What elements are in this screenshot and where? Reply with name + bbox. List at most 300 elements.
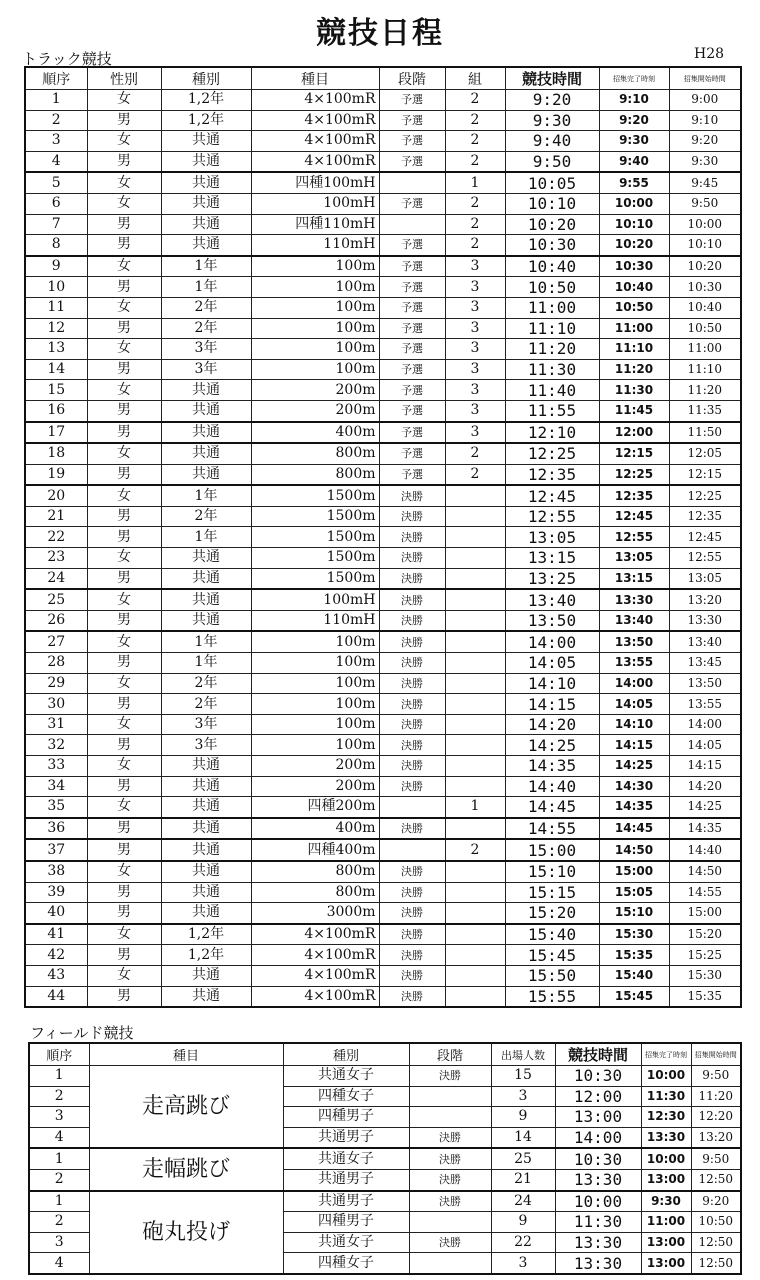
row-gender: 女 (87, 965, 161, 986)
row-category: 共通 (161, 965, 251, 986)
row-call-start: 15:30 (669, 965, 741, 986)
row-call-end: 12:45 (599, 506, 669, 527)
row-gender: 女 (87, 485, 161, 506)
row-gender: 女 (87, 797, 161, 818)
row-call-end: 15:05 (599, 882, 669, 903)
row-order: 12 (25, 318, 87, 339)
row-stage: 決勝 (379, 568, 445, 589)
row-stage: 予選 (379, 443, 445, 464)
row-gender: 男 (87, 235, 161, 256)
row-call-end: 13:50 (599, 631, 669, 652)
row-order: 5 (25, 172, 87, 193)
row-entrants: 14 (491, 1127, 555, 1148)
table-row (29, 1148, 741, 1169)
row-stage: 予選 (379, 339, 445, 360)
row-heats: 3 (445, 256, 505, 277)
row-stage: 予選 (379, 277, 445, 298)
row-stage: 予選 (379, 193, 445, 214)
row-stage (379, 214, 445, 235)
row-heats: 3 (445, 277, 505, 298)
table-row (25, 548, 741, 569)
row-stage: 決勝 (379, 506, 445, 527)
row-order: 24 (25, 568, 87, 589)
row-call-end: 15:00 (599, 861, 669, 882)
row-category: 3年 (161, 735, 251, 756)
row-stage: 予選 (379, 90, 445, 111)
row-category: 共通 (161, 797, 251, 818)
row-call-start: 9:50 (691, 1066, 741, 1087)
row-gender: 男 (87, 945, 161, 966)
row-call-end: 10:00 (641, 1066, 691, 1087)
row-event-time: 15:20 (505, 903, 599, 924)
row-call-end: 15:35 (599, 945, 669, 966)
row-stage: 決勝 (379, 714, 445, 735)
row-order: 29 (25, 673, 87, 694)
row-heats (445, 986, 505, 1007)
row-event-time: 10:20 (505, 214, 599, 235)
row-stage: 決勝 (379, 945, 445, 966)
table-row (25, 297, 741, 318)
row-event-time: 15:10 (505, 861, 599, 882)
row-heats (445, 714, 505, 735)
row-event-time: 14:10 (505, 673, 599, 694)
row-call-end: 13:00 (641, 1253, 691, 1274)
table-row (29, 1191, 741, 1212)
row-order: 2 (29, 1086, 89, 1107)
row-order: 3 (25, 131, 87, 152)
row-call-end: 11:00 (641, 1212, 691, 1233)
row-event-time: 14:25 (505, 735, 599, 756)
row-call-start: 15:20 (669, 924, 741, 945)
row-category: 共通男子 (283, 1191, 409, 1212)
row-event-time: 13:30 (555, 1232, 641, 1253)
row-category: 四種女子 (283, 1253, 409, 1274)
row-call-end: 9:10 (599, 90, 669, 111)
row-order: 37 (25, 839, 87, 861)
row-heats: 1 (445, 797, 505, 818)
row-category: 共通 (161, 986, 251, 1007)
row-call-start: 13:30 (669, 610, 741, 631)
row-stage: 予選 (379, 464, 445, 485)
row-entrants: 21 (491, 1169, 555, 1190)
row-event: 100m (251, 631, 379, 652)
row-heats (445, 756, 505, 777)
row-category: 共通 (161, 443, 251, 464)
table-row (25, 131, 741, 152)
row-call-start: 14:50 (669, 861, 741, 882)
row-order: 1 (29, 1066, 89, 1087)
row-order: 1 (29, 1148, 89, 1169)
row-call-start: 12:15 (669, 464, 741, 485)
row-event: 800m (251, 443, 379, 464)
row-category: 2年 (161, 297, 251, 318)
row-category: 共通 (161, 610, 251, 631)
row-event: 1500m (251, 506, 379, 527)
row-order: 44 (25, 986, 87, 1007)
row-order: 2 (29, 1212, 89, 1233)
header-heats: 組 (445, 67, 505, 90)
row-order: 21 (25, 506, 87, 527)
row-call-end: 15:40 (599, 965, 669, 986)
row-order: 2 (29, 1169, 89, 1190)
row-call-end: 11:00 (599, 318, 669, 339)
row-category: 1年 (161, 485, 251, 506)
row-heats (445, 673, 505, 694)
row-call-start: 11:35 (669, 400, 741, 421)
row-event-time: 10:10 (505, 193, 599, 214)
row-event-time: 11:20 (505, 339, 599, 360)
year-label: H28 (694, 46, 725, 62)
row-gender: 男 (87, 735, 161, 756)
row-heats: 2 (445, 443, 505, 464)
row-entrants: 24 (491, 1191, 555, 1212)
row-category: 1年 (161, 527, 251, 548)
row-call-start: 13:50 (669, 673, 741, 694)
row-call-end: 15:45 (599, 986, 669, 1007)
table-row (25, 422, 741, 444)
table-row (25, 110, 741, 131)
row-call-end: 9:30 (641, 1191, 691, 1212)
row-event-time: 12:10 (505, 422, 599, 444)
row-order: 15 (25, 380, 87, 401)
row-entrants: 15 (491, 1066, 555, 1087)
row-event: 4×100mR (251, 131, 379, 152)
row-call-end: 10:50 (599, 297, 669, 318)
row-call-start: 12:35 (669, 506, 741, 527)
row-event: 4×100mR (251, 924, 379, 945)
track-schedule-table (24, 66, 742, 1008)
row-category: 共通 (161, 548, 251, 569)
row-event: 四種110mH (251, 214, 379, 235)
row-order: 17 (25, 422, 87, 444)
row-gender: 男 (87, 694, 161, 715)
row-event: 4×100mR (251, 945, 379, 966)
row-call-end: 14:05 (599, 694, 669, 715)
row-call-start: 10:40 (669, 297, 741, 318)
row-event-time: 12:45 (505, 485, 599, 506)
row-event: 400m (251, 422, 379, 444)
row-category: 共通 (161, 172, 251, 193)
row-category: 1,2年 (161, 90, 251, 111)
row-event: 四種400m (251, 839, 379, 861)
row-category: 3年 (161, 339, 251, 360)
row-order: 42 (25, 945, 87, 966)
row-call-start: 11:00 (669, 339, 741, 360)
table-row (25, 568, 741, 589)
row-heats: 2 (445, 839, 505, 861)
row-stage: 決勝 (379, 735, 445, 756)
row-gender: 女 (87, 589, 161, 610)
row-category: 共通 (161, 756, 251, 777)
row-heats: 2 (445, 110, 505, 131)
row-gender: 男 (87, 506, 161, 527)
row-event-time: 15:00 (505, 839, 599, 861)
row-stage: 予選 (379, 422, 445, 444)
row-event: 1500m (251, 527, 379, 548)
row-stage: 決勝 (409, 1148, 491, 1169)
row-event-time: 13:00 (555, 1107, 641, 1128)
row-order: 20 (25, 485, 87, 506)
header-stage: 段階 (409, 1043, 491, 1066)
row-stage: 決勝 (379, 776, 445, 797)
row-event-time: 15:45 (505, 945, 599, 966)
table-row (25, 464, 741, 485)
header-event-time: 競技時間 (555, 1043, 641, 1066)
row-gender: 女 (87, 131, 161, 152)
row-event-time: 13:40 (505, 589, 599, 610)
row-order: 1 (29, 1191, 89, 1212)
row-event: 4×100mR (251, 151, 379, 172)
row-event: 100m (251, 318, 379, 339)
row-order: 11 (25, 297, 87, 318)
row-call-start: 13:45 (669, 653, 741, 674)
table-row (25, 756, 741, 777)
row-call-end: 12:25 (599, 464, 669, 485)
row-heats: 3 (445, 297, 505, 318)
row-stage: 決勝 (379, 485, 445, 506)
row-call-end: 11:30 (599, 380, 669, 401)
row-call-start: 9:00 (669, 90, 741, 111)
row-order: 7 (25, 214, 87, 235)
row-call-start: 12:05 (669, 443, 741, 464)
row-entrants: 22 (491, 1232, 555, 1253)
header-call-end: 招集完了時刻 (599, 67, 669, 90)
row-category: 共通女子 (283, 1148, 409, 1169)
row-category: 共通 (161, 131, 251, 152)
row-event-time: 11:10 (505, 318, 599, 339)
row-call-start: 10:50 (691, 1212, 741, 1233)
header-category: 種別 (283, 1043, 409, 1066)
row-stage (409, 1253, 491, 1274)
row-stage: 決勝 (379, 610, 445, 631)
table-row (25, 714, 741, 735)
field-event-name: 走高跳び (89, 1066, 283, 1149)
row-event: 800m (251, 861, 379, 882)
row-category: 1,2年 (161, 924, 251, 945)
row-order: 16 (25, 400, 87, 421)
row-heats: 3 (445, 318, 505, 339)
track-section-label: トラック競技 (22, 50, 112, 68)
row-category: 共通 (161, 380, 251, 401)
header-stage: 段階 (379, 67, 445, 90)
row-event-time: 12:00 (555, 1086, 641, 1107)
row-call-end: 12:00 (599, 422, 669, 444)
row-heats (445, 861, 505, 882)
table-row (25, 965, 741, 986)
row-event: 1500m (251, 568, 379, 589)
row-event-time: 13:50 (505, 610, 599, 631)
row-call-start: 12:50 (691, 1169, 741, 1190)
row-order: 13 (25, 339, 87, 360)
row-order: 26 (25, 610, 87, 631)
row-stage: 予選 (379, 151, 445, 172)
row-event: 200m (251, 380, 379, 401)
row-order: 4 (25, 151, 87, 172)
row-event: 100m (251, 359, 379, 380)
table-row (25, 610, 741, 631)
row-gender: 男 (87, 527, 161, 548)
row-order: 19 (25, 464, 87, 485)
row-gender: 女 (87, 297, 161, 318)
row-call-start: 10:50 (669, 318, 741, 339)
row-event: 100m (251, 339, 379, 360)
row-event: 4×100mR (251, 110, 379, 131)
row-gender: 女 (87, 256, 161, 277)
row-order: 28 (25, 653, 87, 674)
field-event-name: 走幅跳び (89, 1148, 283, 1190)
row-gender: 男 (87, 839, 161, 861)
row-category: 1,2年 (161, 945, 251, 966)
row-event: 110mH (251, 610, 379, 631)
table-row (25, 359, 741, 380)
row-event: 4×100mR (251, 986, 379, 1007)
row-category: 四種男子 (283, 1107, 409, 1128)
row-call-end: 13:55 (599, 653, 669, 674)
row-category: 共通 (161, 568, 251, 589)
row-order: 43 (25, 965, 87, 986)
row-call-start: 13:20 (669, 589, 741, 610)
row-event: 800m (251, 464, 379, 485)
row-order: 34 (25, 776, 87, 797)
row-gender: 女 (87, 714, 161, 735)
row-event-time: 14:40 (505, 776, 599, 797)
row-heats: 3 (445, 339, 505, 360)
table-row (25, 673, 741, 694)
row-gender: 男 (87, 359, 161, 380)
row-call-end: 14:10 (599, 714, 669, 735)
row-category: 共通 (161, 589, 251, 610)
row-category: 2年 (161, 318, 251, 339)
row-stage: 決勝 (379, 861, 445, 882)
row-call-start: 10:10 (669, 235, 741, 256)
row-stage: 予選 (379, 297, 445, 318)
row-call-end: 10:00 (641, 1148, 691, 1169)
row-gender: 男 (87, 882, 161, 903)
field-header-row (29, 1043, 741, 1066)
row-call-start: 13:55 (669, 694, 741, 715)
row-call-start: 15:00 (669, 903, 741, 924)
row-call-end: 12:30 (641, 1107, 691, 1128)
row-call-end: 12:35 (599, 485, 669, 506)
row-heats (445, 548, 505, 569)
row-call-end: 13:00 (641, 1169, 691, 1190)
row-call-end: 10:20 (599, 235, 669, 256)
row-stage: 決勝 (379, 986, 445, 1007)
row-event-time: 15:15 (505, 882, 599, 903)
row-entrants: 9 (491, 1107, 555, 1128)
row-call-start: 9:45 (669, 172, 741, 193)
row-category: 3年 (161, 359, 251, 380)
row-call-start: 14:15 (669, 756, 741, 777)
row-heats: 3 (445, 380, 505, 401)
row-event-time: 11:00 (505, 297, 599, 318)
row-category: 共通 (161, 235, 251, 256)
row-event: 100m (251, 256, 379, 277)
row-entrants: 9 (491, 1212, 555, 1233)
row-order: 30 (25, 694, 87, 715)
row-heats: 1 (445, 172, 505, 193)
row-call-start: 11:20 (691, 1086, 741, 1107)
row-heats (445, 527, 505, 548)
row-call-start: 9:50 (669, 193, 741, 214)
row-order: 4 (29, 1127, 89, 1148)
row-category: 2年 (161, 694, 251, 715)
row-event-time: 10:30 (555, 1148, 641, 1169)
row-event-time: 10:30 (505, 235, 599, 256)
row-order: 41 (25, 924, 87, 945)
row-call-end: 9:55 (599, 172, 669, 193)
row-event-time: 13:05 (505, 527, 599, 548)
row-stage: 予選 (379, 235, 445, 256)
row-heats (445, 485, 505, 506)
row-heats (445, 653, 505, 674)
row-order: 36 (25, 818, 87, 840)
row-event-time: 9:40 (505, 131, 599, 152)
row-stage: 予選 (379, 400, 445, 421)
row-event: 100mH (251, 193, 379, 214)
row-category: 四種女子 (283, 1086, 409, 1107)
row-gender: 女 (87, 90, 161, 111)
row-order: 6 (25, 193, 87, 214)
row-order: 3 (29, 1232, 89, 1253)
row-heats: 3 (445, 359, 505, 380)
row-event-time: 14:15 (505, 694, 599, 715)
row-order: 39 (25, 882, 87, 903)
table-row (25, 589, 741, 610)
row-order: 14 (25, 359, 87, 380)
row-gender: 女 (87, 193, 161, 214)
header-entrants: 出場人数 (491, 1043, 555, 1066)
row-call-end: 13:30 (599, 589, 669, 610)
table-row (25, 797, 741, 818)
row-event-time: 9:50 (505, 151, 599, 172)
row-gender: 男 (87, 318, 161, 339)
row-call-end: 14:25 (599, 756, 669, 777)
row-call-start: 14:35 (669, 818, 741, 840)
header-gender: 性別 (87, 67, 161, 90)
header-call-start: 招集開始時間 (691, 1043, 741, 1066)
row-stage (409, 1107, 491, 1128)
row-call-start: 15:25 (669, 945, 741, 966)
table-row (25, 318, 741, 339)
track-header-row (25, 67, 741, 90)
row-event-time: 12:25 (505, 443, 599, 464)
row-category: 1年 (161, 277, 251, 298)
field-section-label: フィールド競技 (30, 1024, 134, 1042)
row-call-start: 14:00 (669, 714, 741, 735)
row-event: 四種100mH (251, 172, 379, 193)
row-event-time: 13:25 (505, 568, 599, 589)
row-order: 31 (25, 714, 87, 735)
row-call-start: 12:50 (691, 1232, 741, 1253)
row-gender: 女 (87, 172, 161, 193)
row-gender: 男 (87, 422, 161, 444)
row-call-end: 12:55 (599, 527, 669, 548)
table-row (25, 214, 741, 235)
row-stage: 決勝 (379, 527, 445, 548)
row-stage (409, 1086, 491, 1107)
row-category: 共通 (161, 151, 251, 172)
row-event: 800m (251, 882, 379, 903)
row-order: 33 (25, 756, 87, 777)
table-row (25, 653, 741, 674)
row-event-time: 11:55 (505, 400, 599, 421)
row-event-time: 14:00 (555, 1127, 641, 1148)
row-call-start: 14:20 (669, 776, 741, 797)
row-call-end: 14:30 (599, 776, 669, 797)
row-order: 2 (25, 110, 87, 131)
row-stage: 決勝 (409, 1191, 491, 1212)
